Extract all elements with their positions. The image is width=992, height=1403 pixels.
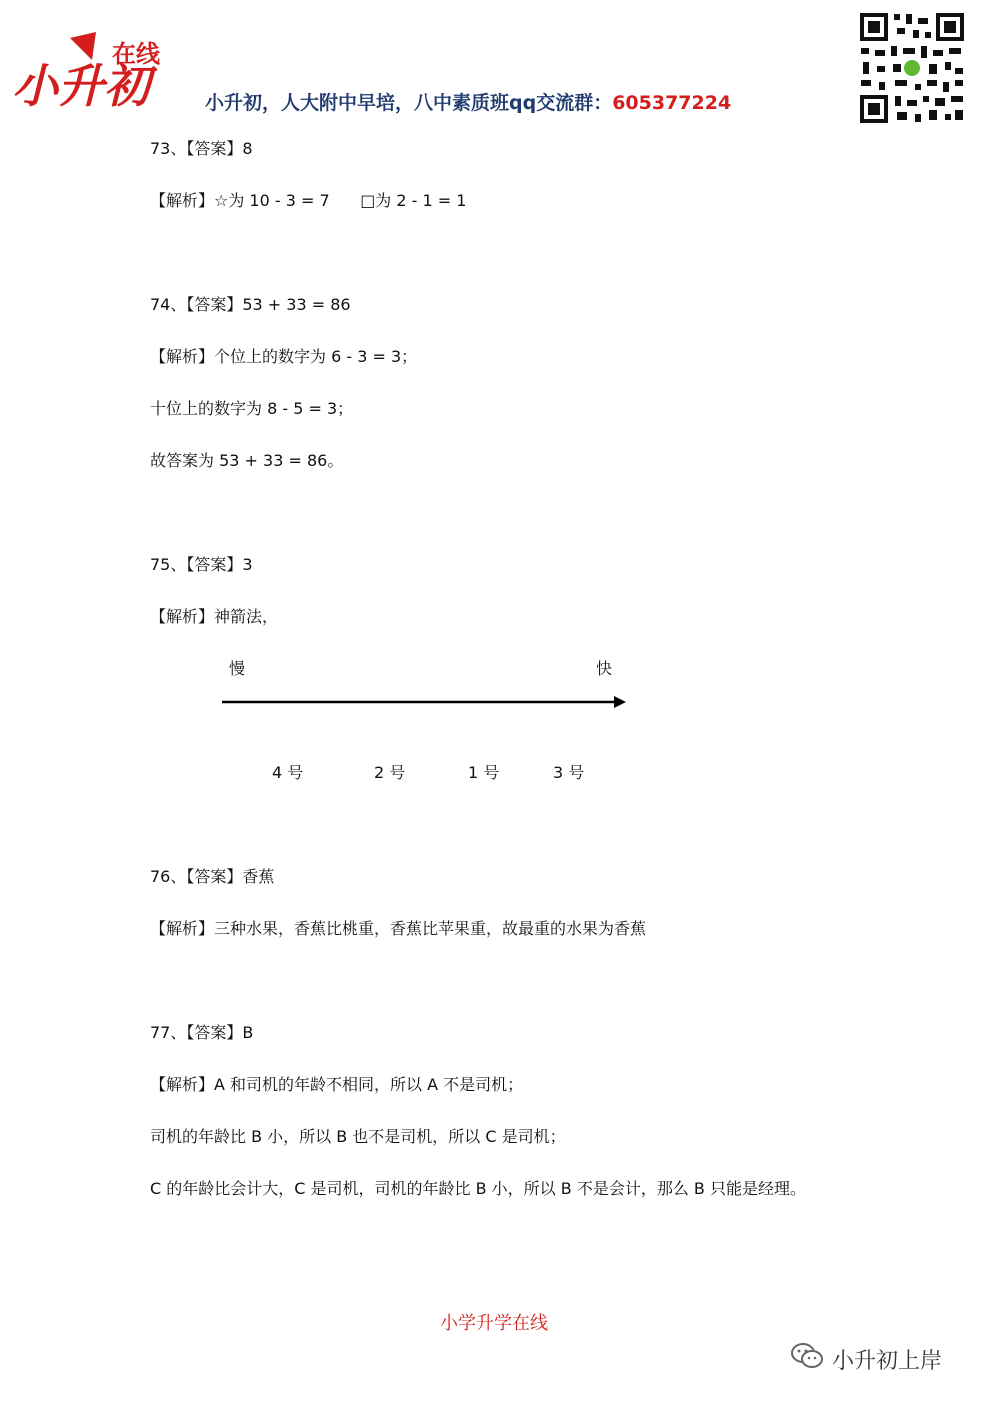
label-fast: 快 xyxy=(596,659,613,678)
qq-group-number: 605377224 xyxy=(612,92,732,114)
answer-73: 73、【答案】8 xyxy=(150,139,253,158)
svg-text:小升初: 小升初 xyxy=(12,59,150,112)
analysis-74-line1: 【解析】个位上的数字为 6 - 3 = 3； xyxy=(150,347,418,366)
svg-text:在线: 在线 xyxy=(112,40,160,68)
brand-logo xyxy=(8,30,178,112)
answer-76: 76、【答案】香蕉 xyxy=(150,867,275,886)
analysis-77-line1: 【解析】A 和司机的年龄不相同，所以 A 不是司机； xyxy=(150,1075,524,1094)
analysis-73: 【解析】☆为 10 - 3 = 7 □为 2 - 1 = 1 xyxy=(150,191,467,210)
answer-74: 74、【答案】53 + 33 = 86 xyxy=(150,295,351,314)
analysis-77-line3: C 的年龄比会计大，C 是司机，司机的年龄比 B 小，所以 B 不是会计，那么 B 只能是经理。 xyxy=(150,1179,806,1198)
analysis-76: 【解析】三种水果，香蕉比桃重，香蕉比苹果重，故最重的水果为香蕉 xyxy=(150,919,647,938)
banner-text: 小升初，人大附中早培，八中素质班qq交流群： xyxy=(205,92,613,114)
order-label-4: 3 号 xyxy=(553,763,585,782)
order-label-1: 4 号 xyxy=(272,763,304,782)
speed-arrow xyxy=(218,692,630,712)
wechat-watermark xyxy=(790,1342,942,1376)
answer-77: 77、【答案】B xyxy=(150,1023,254,1042)
footer-site-name: 小学升学在线 xyxy=(440,1313,548,1334)
analysis-74-line3: 故答案为 53 + 33 = 86。 xyxy=(150,451,344,470)
analysis-77-line2: 司机的年龄比 B 小，所以 B 也不是司机，所以 C 是司机； xyxy=(150,1127,566,1146)
header-banner xyxy=(205,88,731,115)
analysis-74-line2: 十位上的数字为 8 - 5 = 3； xyxy=(150,399,354,418)
wechat-icon xyxy=(790,1342,824,1376)
qr-code xyxy=(857,10,967,126)
analysis-75: 【解析】神箭法， xyxy=(150,607,279,626)
order-label-3: 1 号 xyxy=(468,763,500,782)
answer-75: 75、【答案】3 xyxy=(150,555,253,574)
label-slow: 慢 xyxy=(229,659,246,678)
wechat-account-name: 小升初上岸 xyxy=(832,1348,943,1374)
order-label-2: 2 号 xyxy=(374,763,406,782)
